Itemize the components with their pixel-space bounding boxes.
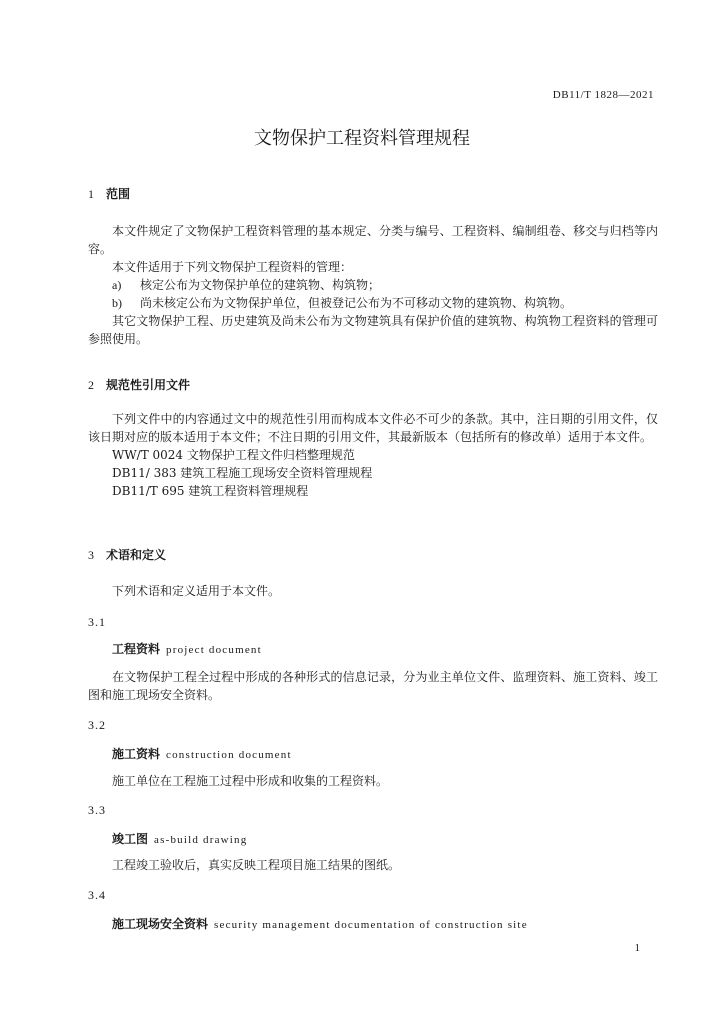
term-definition: 工程竣工验收后，真实反映工程项目施工结果的图纸。 — [112, 858, 401, 872]
scope-list-item-a — [88, 276, 658, 294]
clause-number: 3.2 — [88, 718, 106, 732]
section-3-heading — [88, 546, 166, 563]
section-title: 范围 — [106, 187, 131, 201]
terms-intro: 下列术语和定义适用于本文件。 — [112, 584, 281, 598]
standard-code: DB11/T 1828—2021 — [552, 89, 654, 101]
section-number: 3 — [88, 548, 94, 562]
document-title: 文物保护工程资料管理规程 — [254, 128, 470, 149]
term-heading — [112, 830, 247, 847]
section-1-heading — [88, 185, 130, 202]
clause-number: 3.1 — [88, 615, 106, 629]
term-heading — [112, 745, 292, 762]
term-chinese: 工程资料 — [112, 642, 161, 656]
term-heading — [112, 640, 262, 657]
section-number: 2 — [88, 378, 94, 392]
term-definition: 在文物保护工程全过程中形成的各种形式的信息记录，分为业主单位文件、监理资料、施工资料、竣工图和施工现场安全资料。 — [88, 670, 658, 702]
section-number: 1 — [88, 187, 94, 201]
section-2-body — [88, 410, 658, 500]
term-english: project document — [166, 644, 262, 656]
reference-item: DB11/T 695 建筑工程资料管理规程 — [112, 484, 309, 498]
term-english: as-build drawing — [154, 834, 248, 846]
term-chinese: 竣工图 — [112, 832, 149, 846]
term-definition-block — [88, 668, 658, 704]
scope-paragraph-1: 本文件规定了文物保护工程资料管理的基本规定、分类与编号、工程资料、编制组卷、移交与归档等内容。 — [88, 224, 658, 256]
term-definition-block — [88, 772, 658, 790]
term-chinese: 施工现场安全资料 — [112, 917, 209, 931]
clause-number: 3.3 — [88, 803, 106, 817]
scope-list-item-b — [88, 294, 658, 312]
section-2-heading — [88, 376, 190, 393]
normative-references-intro: 下列文件中的内容通过文中的规范性引用而构成本文件必不可少的条款。其中，注日期的引用文件，仅该日期对应的版本适用于本文件；不注日期的引用文件，其最新版本（包括所有的修改单）适用于本文件。 — [88, 412, 658, 444]
list-marker: b) — [112, 296, 122, 310]
section-title: 术语和定义 — [106, 548, 167, 562]
list-marker: a) — [112, 278, 122, 292]
reference-item: DB11/ 383 建筑工程施工现场安全资料管理规程 — [112, 466, 373, 480]
scope-paragraph-2: 本文件适用于下列文物保护工程资料的管理： — [112, 260, 353, 274]
list-item-text: 核定公布为文物保护单位的建筑物、构筑物； — [140, 278, 381, 292]
section-1-body — [88, 222, 658, 348]
section-title: 规范性引用文件 — [106, 378, 191, 392]
term-english: security management documentation of construction site — [214, 919, 528, 931]
term-heading — [112, 915, 528, 932]
page-number: 1 — [634, 942, 640, 954]
clause-number: 3.4 — [88, 888, 106, 902]
scope-paragraph-3: 其它文物保护工程、历史建筑及尚未公布为文物建筑具有保护价值的建筑物、构筑物工程资料的管理可参照使用。 — [88, 314, 658, 346]
term-definition-block — [88, 856, 658, 874]
list-item-text: 尚未核定公布为文物保护单位，但被登记公布为不可移动文物的建筑物、构筑物。 — [140, 296, 573, 310]
reference-item: WW/T 0024 文物保护工程文件归档整理规范 — [112, 448, 355, 462]
term-chinese: 施工资料 — [112, 747, 161, 761]
term-english: construction document — [166, 749, 292, 761]
section-3-intro — [88, 582, 658, 600]
term-definition: 施工单位在工程施工过程中形成和收集的工程资料。 — [112, 774, 389, 788]
